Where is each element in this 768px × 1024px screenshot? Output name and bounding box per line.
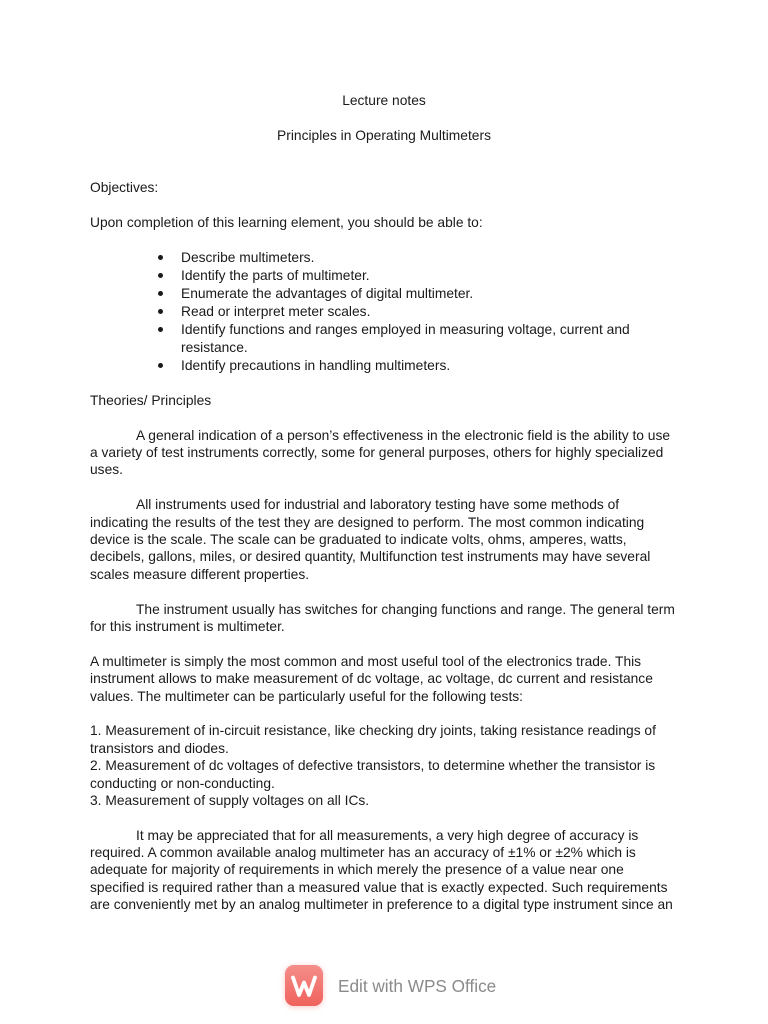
paragraph-line: adequate for majority of requirements in which merely the presence of a value near one xyxy=(90,862,624,878)
objective-line: Enumerate the advantages of digital multimeter. xyxy=(181,285,474,301)
test-item xyxy=(90,722,710,757)
objective-item xyxy=(181,357,710,375)
paragraph-line: a variety of test instruments correctly, some for general purposes, others for highly specialized xyxy=(90,445,664,461)
paragraph-line: uses. xyxy=(90,462,123,478)
bullet-marker xyxy=(158,255,163,260)
objective-line: resistance. xyxy=(181,339,248,355)
paragraph-line: for this instrument is multimeter. xyxy=(90,619,285,634)
objectives-heading: Objectives: xyxy=(90,179,159,195)
bullet-marker xyxy=(158,291,163,296)
theory-paragraph xyxy=(90,653,710,705)
theory-paragraph xyxy=(90,427,710,479)
paragraph-line: are conveniently met by an analog multimeter in preference to a digital type instrument since an xyxy=(90,897,673,913)
theory-paragraph xyxy=(90,496,710,583)
objective-item xyxy=(181,321,710,357)
test-line: 2. Measurement of dc voltages of defective transistors, to determine whether the transistor is xyxy=(90,758,656,774)
objective-item xyxy=(181,267,710,285)
theory-paragraph xyxy=(90,601,710,636)
objective-item xyxy=(181,285,710,303)
test-line: conducting or non-conducting. xyxy=(90,775,275,791)
paragraph-line: It may be appreciated that for all measurements, a very high degree of accuracy is xyxy=(136,827,639,843)
watermark-label: Edit with WPS Office xyxy=(338,975,497,996)
paragraph-line: decibels, gallons, miles, or desired quantity, Multifunction test instruments may have several xyxy=(90,549,651,565)
paragraph-line: required. A common available analog multimeter has an accuracy of ±1% or ±2% which is xyxy=(90,845,636,861)
bullet-marker xyxy=(158,363,163,368)
paragraph-line: device is the scale. The scale can be graduated to indicate volts, ohms, amperes, watts, xyxy=(90,532,627,548)
paragraph-line: values. The multimeter can be particularly useful for the following tests: xyxy=(90,688,524,704)
test-item xyxy=(90,792,710,809)
objective-line: Identify precautions in handling multimeters. xyxy=(181,357,451,373)
objective-line: Describe multimeters. xyxy=(181,249,315,265)
test-line: 1. Measurement of in-circuit resistance, like checking dry joints, taking resistance readings of xyxy=(90,723,656,739)
theories-heading: Theories/ Principles xyxy=(90,392,212,408)
bullet-marker xyxy=(158,327,163,332)
paragraph-line: indicating the results of the test they are designed to perform. The most common indicating xyxy=(90,514,645,530)
objective-item xyxy=(181,249,710,267)
test-line: 3. Measurement of supply voltages on all ICs. xyxy=(90,792,370,808)
test-line: transistors and diodes. xyxy=(90,740,229,756)
objective-line: Identify the parts of multimeter. xyxy=(181,267,370,283)
wps-office-logo-icon xyxy=(285,965,323,1006)
objectives-section xyxy=(90,179,710,375)
theories-section xyxy=(90,392,710,914)
paragraph-line: scales measure different properties. xyxy=(90,566,310,582)
objective-line: Read or interpret meter scales. xyxy=(181,303,371,319)
document-title: Lecture notes xyxy=(342,93,426,108)
objectives-intro: Upon completion of this learning element, you should be able to: xyxy=(90,214,483,230)
paragraph-line: instrument allows to make measurement of dc voltage, ac voltage, dc current and resistance xyxy=(90,671,653,687)
test-item xyxy=(90,757,710,792)
bullet-marker xyxy=(158,309,163,314)
document-subtitle: Principles in Operating Multimeters xyxy=(277,127,491,143)
objectives-list xyxy=(90,249,710,375)
tests-list xyxy=(90,722,710,809)
theory-paragraph xyxy=(90,827,710,914)
paragraph-line: All instruments used for industrial and laboratory testing have some methods of xyxy=(136,497,620,513)
paragraph-line: A multimeter is simply the most common and most useful tool of the electronics trade. This xyxy=(90,653,642,669)
objective-item xyxy=(181,303,710,321)
objective-line: Identify functions and ranges employed in measuring voltage, current and xyxy=(181,321,630,337)
bullet-marker xyxy=(158,273,163,278)
document-body xyxy=(90,92,710,914)
paragraph-line: specified is required rather than a measured value that is exactly expected. Such requirements xyxy=(90,879,668,895)
wps-watermark xyxy=(285,965,496,1006)
paragraph-line: A general indication of a person’s effectiveness in the electronic field is the ability to use xyxy=(136,427,671,443)
paragraph-line: The instrument usually has switches for changing functions and range. The general term xyxy=(136,601,675,617)
